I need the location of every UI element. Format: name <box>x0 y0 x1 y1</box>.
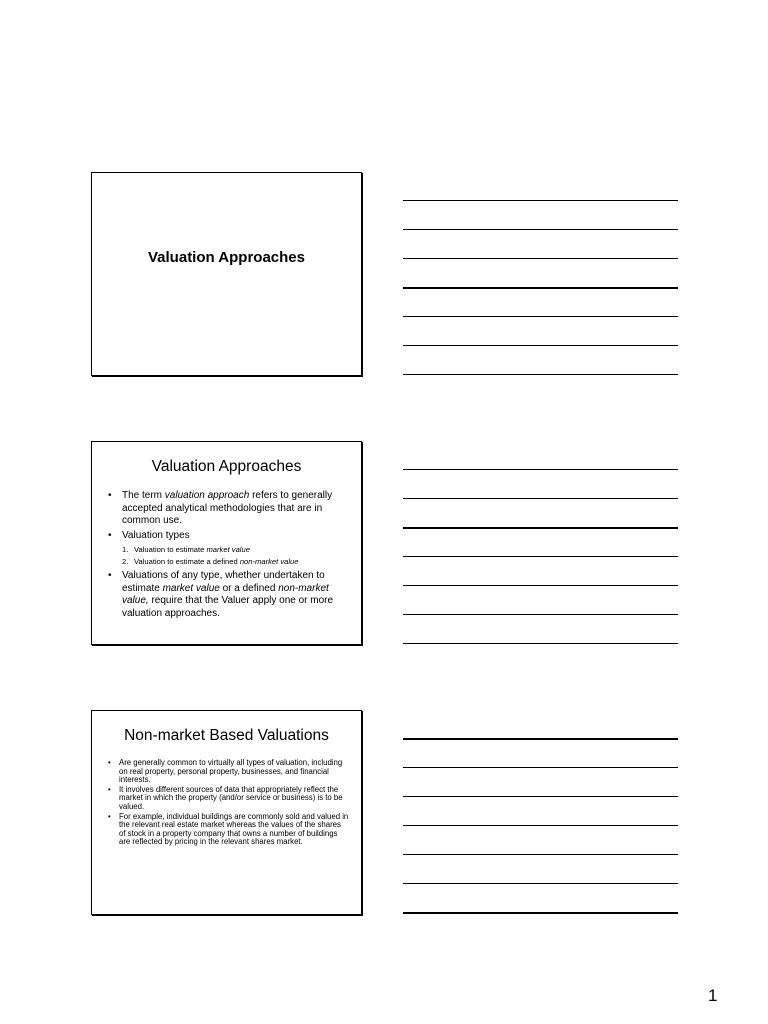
note-line <box>403 200 678 201</box>
note-line <box>403 345 678 346</box>
bullet-text: Are generally common to virtually all types of valuation, including on real property, personal property, businesses, and financial interests. <box>119 758 343 785</box>
slide-1-title: Valuation Approaches <box>148 249 305 266</box>
bullet-text-italic: market value <box>162 582 220 594</box>
slide-1-thumbnail <box>91 172 362 376</box>
note-line <box>403 738 678 740</box>
note-line <box>403 912 678 914</box>
sub-item-text-italic: non-market value <box>239 557 299 566</box>
slide-2-title: Valuation Approaches <box>151 458 302 475</box>
note-line <box>403 498 678 499</box>
bullet-text: It involves different sources of data that appropriately reflect the market in which the property (and/or service or business) is to be valued. <box>119 784 343 811</box>
sub-item <box>122 556 351 568</box>
note-line <box>403 229 678 230</box>
slide-2-thumbnail <box>91 441 362 645</box>
slide-3-thumbnail <box>91 710 362 915</box>
bullet-item <box>108 490 351 528</box>
slide-3-title: Non-market Based Valuations <box>124 727 329 744</box>
bullet-text-italic: valuation approach <box>164 490 250 501</box>
note-line <box>403 374 678 375</box>
bullet-item <box>108 530 351 569</box>
sub-item-text: Valuation to estimate <box>134 545 207 554</box>
note-line <box>403 585 678 586</box>
bullet-item <box>108 813 349 847</box>
bullet-text: or a defined <box>219 582 279 594</box>
sub-item-number: 1. <box>122 545 129 554</box>
note-line <box>403 767 678 768</box>
note-line <box>403 643 678 644</box>
note-line <box>403 825 678 826</box>
note-line <box>403 469 678 470</box>
sub-item-text: Valuation to estimate a defined <box>134 557 240 566</box>
slide-3-bullet-list <box>92 759 361 847</box>
bullet-item <box>108 786 349 812</box>
sub-item <box>122 544 351 556</box>
bullet-item <box>108 570 351 620</box>
bullet-text: For example, individual buildings are commonly sold and valued in the relevant real estate market whereas the values of the shares of stock in a property company that owns a number of buildings are reflected by pricing in the relevant shares market. <box>119 811 349 847</box>
note-line <box>403 614 678 615</box>
page-number: 1 <box>708 986 718 1005</box>
bullet-text: The term <box>122 490 165 501</box>
bullet-item <box>108 759 349 785</box>
bullet-text: Valuation types <box>122 529 190 541</box>
bullet-text: Valuations of any type, whether undertaken to estimate <box>122 570 325 594</box>
note-line <box>403 854 678 855</box>
sub-item-number: 2. <box>122 557 129 566</box>
sub-item-text-italic: market value <box>206 545 250 554</box>
note-line <box>403 258 678 259</box>
note-line <box>403 883 678 884</box>
note-line <box>403 287 678 289</box>
bullet-text-italic: non-market value, <box>122 582 329 606</box>
note-line <box>403 316 678 317</box>
note-line <box>403 796 678 797</box>
bullet-text: refers to generally accepted analytical methodologies that are in common use. <box>122 490 333 526</box>
note-line <box>403 527 678 529</box>
sub-list <box>122 544 351 568</box>
bullet-text: require that the Valuer apply one or more valuation approaches. <box>122 595 334 619</box>
slide-2-bullet-list <box>92 490 361 620</box>
note-line <box>403 556 678 557</box>
